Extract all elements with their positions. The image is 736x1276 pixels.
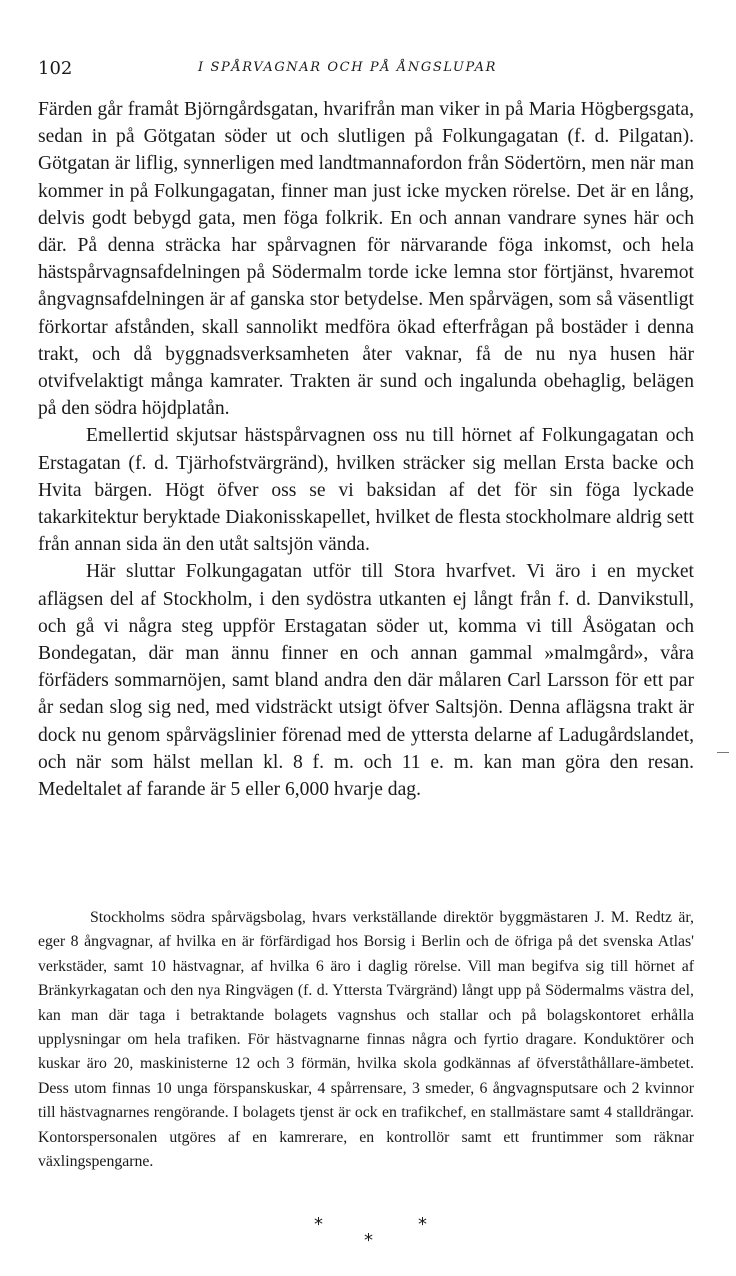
running-head: I SPÅRVAGNAR OCH PÅ ÅNGSLUPAR — [198, 60, 497, 75]
body-text — [38, 96, 694, 803]
paragraph-3: Här sluttar Folkungagatan utför till Stora hvarfvet. Vi äro i en mycket aflägsen del af Stockholm, i den sydöstra utkanten ej långt från f. d. Danvikstull, och gå vi några steg uppför Erstagatan söder ut, komma vi till Åsögatan och Bondegatan, där man ännu finner en och annan gammal »malmgård», våra förfäders sommarnöjen, samt bland andra den där målaren Carl Larsson för ett par år sedan slog sig ned, med vidsträckt utsigt öfver Saltsjön. Denna aflägsna trakt är dock nu genom spårvägslinier förenad med de yttersta delarne af Ladugårdslandet, och när som hälst mellan kl. 8 f. m. och 11 e. m. kan man göra den resan. Medeltalet af farande är 5 eller 6,000 hvarje dag. — [38, 561, 694, 801]
page-header — [38, 58, 696, 84]
margin-mark — [717, 752, 729, 755]
paragraph-1: Färden går framåt Björngårdsgatan, hvarifrån man viker in på Maria Högbergsgata, sedan in på Götgatan söder ut och slutligen på Folkungagatan (f. d. Pilgatan). Götgatan är liflig, synnerligen med landtmannafordon från Södertörn, men när man kommer in på Folkungagatan, finner man just icke mycken rörelse. Det är en lång, delvis godt bebygd gata, men föga folkrik. En och annan vandrare synes här och där. På denna sträcka har spårvagnen för närvarande föga inkomst, och hela hästspårvagnsafdelningen på Södermalm torde icke lemna stor förtjänst, hvaremot ångvagnsafdelningen är af ganska stor betydelse. Men spårvägen, som så väsentligt förkortar afstånden, skall sannolikt medföra ökad efterfrågan på bostäder i denna trakt, och då byggnadsverksamheten åter vaknar, få de nu nya husen här otvifvelaktigt många kamrater. Trakten är sund och ingalunda obehaglig, belägen på den södra höjdplatån. — [38, 99, 694, 420]
separator-star-right: * — [418, 1214, 427, 1235]
separator-star-left: * — [314, 1214, 323, 1235]
footnote-text: Stockholms södra spårvägsbolag, hvars verkställande direktör byggmästaren J. M. Redtz är, eger 8 ångvagnar, af hvilka en är förfärdigad hos Borsig i Berlin och de öfriga på det svenska Atlas' verkstäder, samt 10 hästvagnar, af hvilka 6 äro i daglig rörelse. Vill man begifva sig till hörnet af Bränkyrkagatan och den nya Ringvägen (f. d. Yttersta Tvärgränd) långt upp på Södermalms västra del, kan man där taga i betraktande bolagets vagnshus och stallar och på bolagskontoret erhålla upplysningar om hela trafiken. För hästvagnarne finnas några och fyrtio dragare. Konduktörer och kuskar äro 20, maskinisterne 12 och 3 förmän, hvilka skola godkännas af öfverståthållare-ämbetet. Dess utom finnas 10 unga förspanskuskar, 4 spårrensare, 3 smeder, 6 ångvagnsputsare och 2 kvinnor till hästvagnarnes rengörande. I bolagets tjenst är ock en trafikchef, en stallmästare samt 4 stalldrängar. Kontorspersonalen utgöres af en kamrerare, en kontrollör samt ett fruntimmer som räknar växlingspengarne. — [38, 909, 694, 1171]
separator-star-bottom: * — [364, 1230, 373, 1251]
paragraph-2: Emellertid skjutsar hästspårvagnen oss nu till hörnet af Folkungagatan och Erstagatan (f. d. Tjärhofstvärgränd), hvilken sträcker sig mellan Ersta backe och Hvita bärgen. Högt öfver oss se vi baksidan af det för sin föga lyckade takarkitektur beryktade Diakonisskapellet, hvilket de flesta stockholmare aldrig sett från annan sida än den utåt saltsjön vända. — [38, 425, 694, 556]
footnote — [38, 906, 694, 1174]
section-separator — [0, 1214, 736, 1254]
page-number: 102 — [38, 58, 73, 79]
